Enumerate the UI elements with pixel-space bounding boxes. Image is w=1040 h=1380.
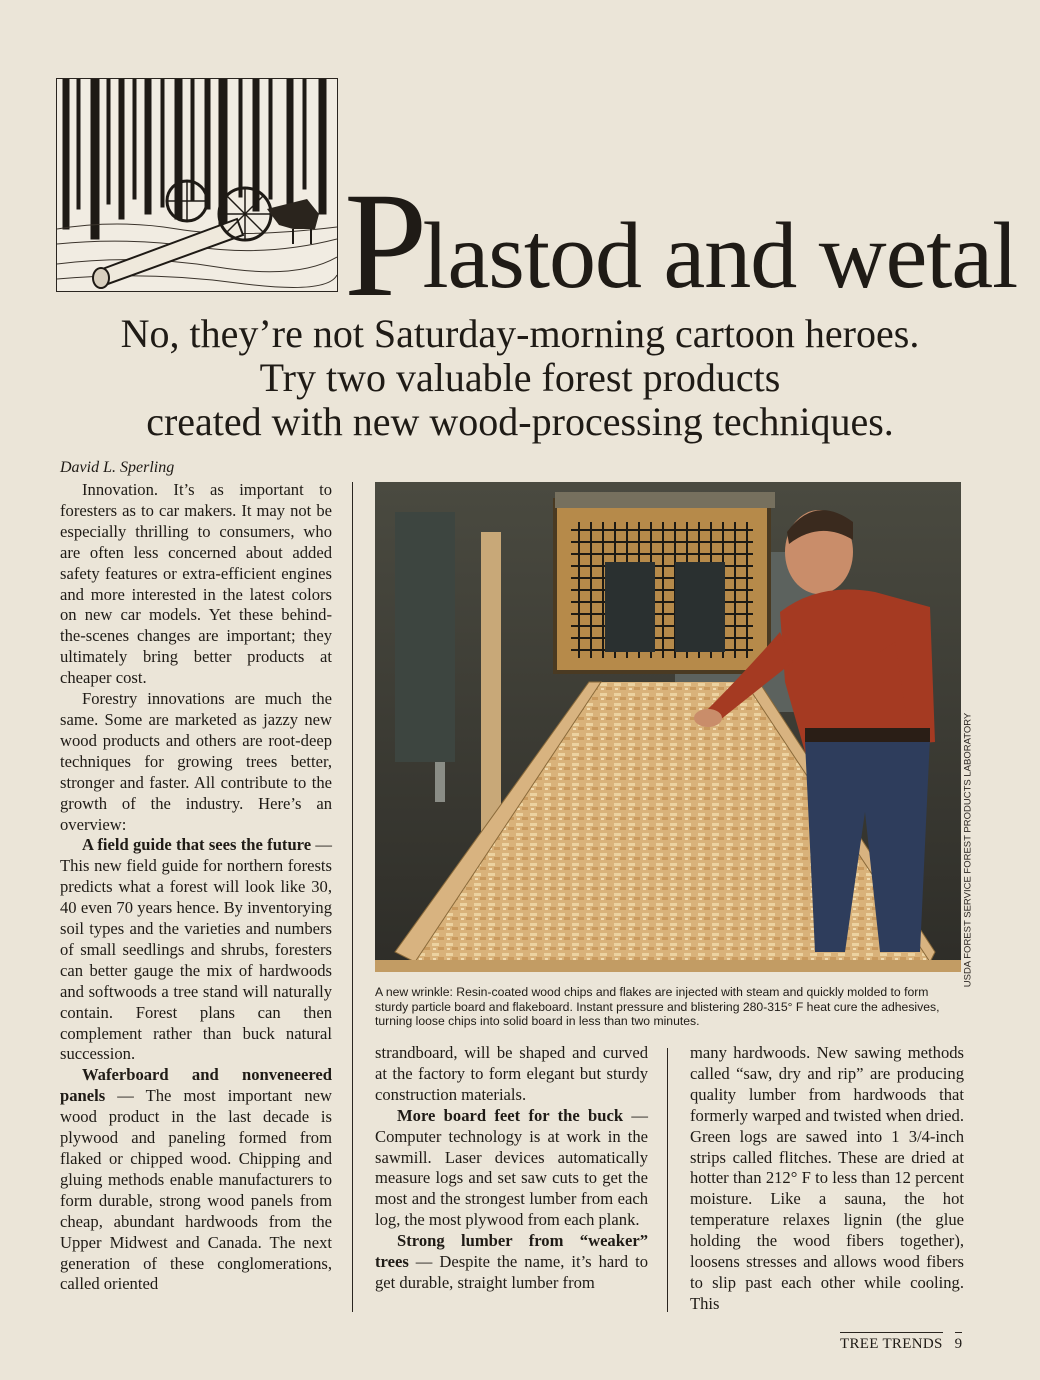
paragraph: many hardwoods. New sawing methods called “saw, dry and rip” are producing quality lumber from hardwoods that formerly warped and twisted when dried. Green logs are sawed into 1 3/4-inch strips called flitches. These are dried at hotter than 212° F to less than 12 percent moisture. Like a sauna, the hot temperature relaxes lignin (the glue holding the wood fibers together), loosens stresses and allows wood fibers to slip past each other while cooling. This	[690, 1043, 964, 1313]
paragraph	[60, 835, 332, 1065]
text-column-2	[375, 1043, 648, 1294]
subtitle-line: created with new wood-processing techniques.	[146, 399, 894, 444]
photo-credit-text: USDA FOREST SERVICE FOREST PRODUCTS LABORATORY	[962, 712, 974, 988]
subtitle-line: Try two valuable forest products	[259, 355, 781, 400]
section-heading: A field guide that sees the future	[82, 835, 312, 855]
article-subtitle	[40, 312, 1000, 444]
paragraph-body: — Despite the name, it’s hard to get durable, straight lumber from	[375, 1252, 648, 1292]
column-divider	[352, 482, 353, 1312]
flakeboard-photo	[375, 482, 961, 972]
text-column-3	[690, 1043, 964, 1315]
section-heading: More board feet for the buck	[397, 1105, 624, 1125]
section-heading: Strong lumber from “weaker” trees	[375, 1231, 648, 1272]
publication-name: TREE TRENDS	[840, 1332, 943, 1352]
photo-caption: A new wrinkle: Resin-coated wood chips and flakes are injected with steam and quickly molded to form sturdy particle board and flakeboard. Instant pressure and blistering 280-315° F heat cure the adhesives, turning loose chips into solid board in less than two minutes.	[375, 985, 940, 1029]
logging-engraving-illustration	[56, 78, 338, 292]
subtitle-line: No, they’re not Saturday-morning cartoon heroes.	[120, 311, 920, 356]
paragraph-body: — Computer technology is at work in the sawmill. Laser devices automatically measure logs and set saw cuts to get the most and the strongest lumber from each log, the most plywood from each plank.	[375, 1105, 648, 1230]
section-heading: Waferboard and nonveneered panels	[60, 1065, 332, 1106]
page-footer	[840, 1336, 962, 1353]
title-rest: lastod and wetal	[422, 204, 1018, 308]
page-number: 9	[955, 1332, 963, 1352]
paragraph: strandboard, will be shaped and curved at the factory to form elegant but sturdy construction materials.	[375, 1043, 648, 1104]
paragraph: Innovation. It’s as important to foresters as to car makers. It may not be especially thrilling to consumers, who are often less concerned about added safety features or extra-efficient engines and more interested in the latest colors on new car models. Yet these behind-the-scenes changes are important; they ultimately bring better products at cheaper cost.	[60, 480, 332, 688]
paragraph	[60, 1065, 332, 1295]
paragraph-body: — The most important new wood product in the last decade is plywood and paneling formed from flaked or chipped wood. Chipping and gluing methods enable manufacturers to form durable, strong wood panels from cheap, abundant hardwoods from the Upper Midwest and Canada. The next generation of these conglomerations, called oriented	[60, 1086, 332, 1294]
paragraph	[375, 1106, 648, 1231]
author-byline: David L. Sperling	[60, 459, 175, 476]
text-column-1	[60, 480, 332, 1295]
title-drop-initial: P	[344, 162, 427, 328]
article-title	[344, 162, 1018, 328]
paragraph-body: — This new field guide for northern forests predicts what a forest will look like 30, 40 even 70 years hence. By inventorying soil types and the varieties and numbers of small seedlings and shrubs, foresters can better gauge the mix of hardwoods and softwoods a tree stand will naturally contain. Forest plans can then complement rather than buck natural succession.	[60, 835, 333, 1064]
photo-credit	[960, 712, 976, 988]
paragraph	[375, 1231, 648, 1294]
column-divider	[667, 1048, 668, 1312]
paragraph: Forestry innovations are much the same. Some are marketed as jazzy new wood products and others are root-deep techniques for growing trees better, stronger and faster. All contribute to the growth of the industry. Here’s an overview:	[60, 689, 332, 834]
